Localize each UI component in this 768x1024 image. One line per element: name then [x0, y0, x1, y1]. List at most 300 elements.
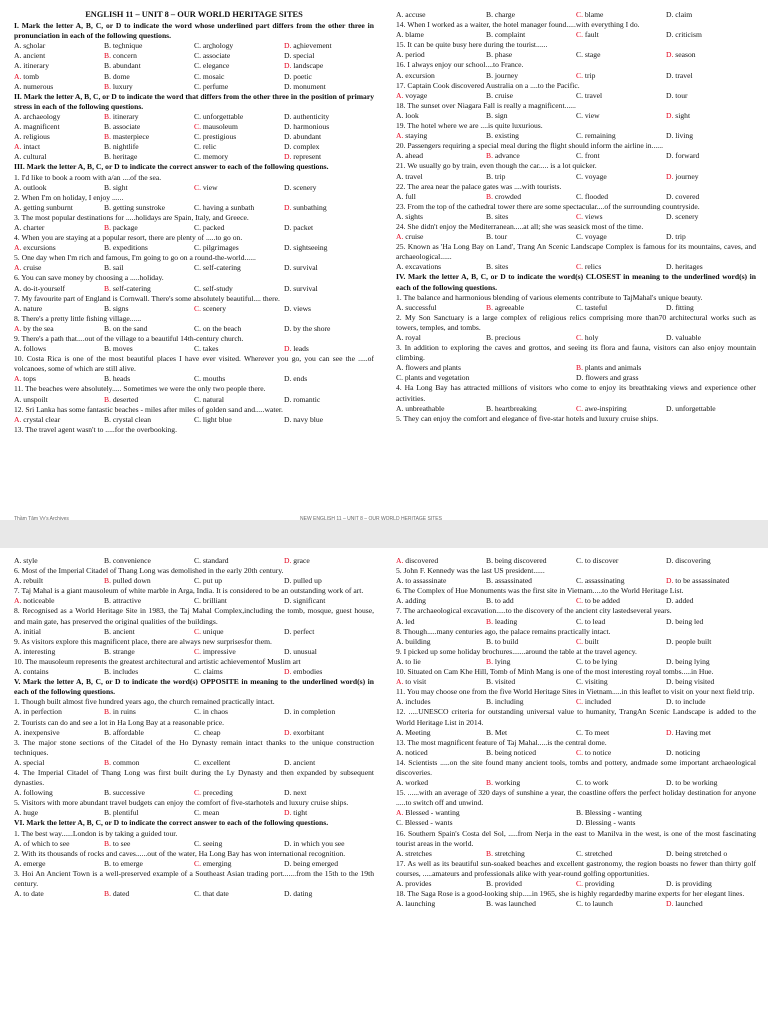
answer-option-marked: B. self-catering [104, 283, 151, 293]
answer-option-marked: D. to be assassinated [666, 576, 730, 586]
answer-option: C. packed [194, 222, 225, 232]
answer-option: C. to lead [576, 616, 606, 626]
answer-options-row [396, 192, 756, 202]
answer-option: C. in chaos [194, 707, 228, 717]
answer-option-marked: A. excursions [14, 243, 56, 253]
answer-option-marked: C. unique [194, 626, 224, 636]
answer-options-row [396, 50, 756, 60]
answer-option: A. includes [396, 697, 431, 707]
question-text: 3. Hoi An Ancient Town is a well-preserved example of a Southeast Asian trading port.......from the 15th to the 19th century. [14, 868, 374, 888]
answer-option: A. excavations [396, 262, 442, 272]
answer-option: D. living [666, 131, 694, 141]
answer-option-marked: B. dated [104, 889, 130, 899]
answer-options-row [396, 778, 756, 788]
answer-option: D. pulled up [284, 576, 322, 586]
answer-option: C. voyage [576, 232, 607, 242]
answer-options-row [14, 627, 374, 637]
answer-options-row [396, 91, 756, 101]
answer-option: A. travel [396, 171, 423, 181]
question-text: 19. The hotel where we are ....is quite luxurious. [396, 121, 543, 131]
answer-option: B. moves [104, 344, 133, 354]
answer-option: C. cheap [194, 727, 221, 737]
answer-option: B. convenience [104, 556, 151, 565]
answer-option: D. monument [284, 81, 326, 91]
answer-option: B. sites [486, 262, 509, 272]
answer-option-marked: C. impressive [194, 646, 236, 656]
answer-option: B. being noticed [486, 747, 536, 757]
answer-option: A. rebuilt [14, 576, 44, 586]
answer-option: D. packet [284, 222, 314, 232]
answer-option: A. of which to see [14, 838, 70, 848]
answer-options-row [14, 183, 374, 193]
answer-option: B. crystal clean [104, 414, 152, 424]
answer-option-marked: A. intact [14, 142, 41, 152]
answer-option: C. stretched [576, 848, 613, 858]
answer-option-marked: D. landscape [284, 61, 324, 71]
question-text: 23. From the top of the cathedral tower there are some spectacular....of the surrounding countryside. [396, 201, 700, 211]
answer-option-marked: C. awe-inspiring [576, 403, 627, 413]
question-text: 22. The area near the palace gates was ....with tourists. [396, 181, 562, 191]
answer-option: D. Blessing - wants [576, 818, 636, 828]
answer-option: C. Blessed - wants [396, 818, 453, 828]
answer-option-marked: C. built [576, 636, 599, 646]
answer-option-marked: A. noticeable [14, 596, 55, 606]
answer-option-marked: D. Having met [666, 727, 711, 737]
answer-option: C. pilgrimages [194, 243, 239, 253]
answer-options-row [14, 788, 374, 798]
answer-option: C. associate [194, 51, 231, 61]
answer-option: A. interesting [14, 646, 56, 656]
answer-option: A. ahead [396, 151, 423, 161]
answer-option: C. having a sunbath [194, 202, 255, 212]
answer-option-marked: C. emerging [194, 858, 232, 868]
answer-options-row [396, 151, 756, 161]
answer-option-marked: D. represent [284, 152, 322, 162]
question-text: 6. You can save money by choosing a .....holiday. [14, 273, 164, 283]
answer-option: A. to date [14, 889, 44, 899]
answer-option: A. launching [396, 899, 436, 909]
answer-option-marked: D. sunbathing [284, 202, 327, 212]
answer-option: B. on the sand [104, 323, 148, 333]
answer-option-marked: B. package [104, 222, 138, 232]
question-text: 8. Recognised as a World Heritage Site in 1983, the Taj Mahal Complex,including the tomb, mosque, guest house, and main gate, has preserved the original qualities of the buildings. [14, 606, 374, 626]
answer-option: A. worked [396, 778, 429, 788]
answer-option: C. mosaic [194, 71, 225, 81]
answer-options-row [396, 262, 756, 272]
footer-unit-label: NEW ENGLISH 11 – UNIT 8 – OUR WORLD HERITAGE SITES [300, 516, 442, 520]
answer-options-row [14, 839, 374, 849]
question-text: 9. I picked up some holiday brochures.......around the table at the travel agency. [396, 646, 637, 656]
answer-option: C. arc̲hology [194, 41, 234, 51]
question-text: 13. The most magnificent feature of Taj Mahal.....is the central dome. [396, 737, 607, 747]
answer-option: C. excellent [194, 757, 231, 767]
answer-options-row [14, 324, 374, 334]
answer-option: B. plentiful [104, 808, 139, 818]
page2-right-column [396, 556, 756, 909]
answer-option: D. ancient [284, 757, 316, 767]
answer-option: C. self-catering [194, 263, 241, 273]
question-text: 1. The balance and harmonious blending of various elements contribute to TajMahal's unique beauty. [396, 292, 703, 302]
answer-option-marked: C. preceding [194, 788, 233, 798]
answer-option: A. cultural [14, 152, 47, 162]
answer-options-row [14, 647, 374, 657]
answer-option: A. royal [396, 333, 421, 342]
answer-option: B. heads [104, 374, 131, 384]
answer-option: B. successive [104, 788, 145, 798]
worksheet-page-2 [0, 548, 768, 1024]
answer-option-marked: C. view [194, 182, 218, 192]
answer-option-marked: A. discovered [396, 556, 439, 565]
question-text: 2. With its thousands of rocks and caves......out of the water, Ha Long Bay has won international recognition. [14, 848, 346, 858]
answer-option: B. journey [486, 70, 519, 80]
answer-option-marked: C. relics [576, 262, 602, 272]
question-text: 1. The best way......London is by taking a guided tour. [14, 828, 178, 838]
answer-options-row [14, 667, 374, 677]
answer-options-row [14, 596, 374, 606]
answer-options-row [14, 72, 374, 82]
question-text: 3. In addition to exploring the caves and grottos, and seeing its flora and fauna, visitors can also enjoy mountain climbing. [396, 343, 756, 363]
answer-option-marked: D. sight [666, 110, 691, 120]
answer-option: A. outlook [14, 182, 47, 192]
answer-option: C. to discover [576, 556, 619, 565]
answer-option: D. significant [284, 596, 326, 606]
answer-option: B. sight [104, 182, 128, 192]
answer-options-row [396, 818, 756, 828]
question-text: 8. Though.....many centuries ago, the palace remains practically intact. [396, 626, 611, 636]
answer-option: A. unspoilt [14, 394, 48, 404]
answer-option: C. to be lying [576, 656, 618, 666]
answer-options-row [396, 748, 756, 758]
answer-option: B. charge [486, 10, 515, 19]
answer-option: D. forward [666, 151, 700, 161]
answer-option: C. remaining [576, 131, 616, 141]
answer-option-marked: A. tomb [14, 71, 39, 81]
question-text: 17. As well as its beautiful sun-soaked beaches and excellent gastronomy, the region boasts no fewer than thirty golf courses, .....amateurs and professionals alike with year-round golfing opportunities. [396, 858, 756, 878]
answer-option: B. precious [486, 333, 521, 342]
question-text: 14. When I worked as a waiter, the hotel manager found.....with everything I do. [396, 20, 640, 30]
answer-option: A. archaeology [14, 111, 61, 121]
answer-options-row [14, 576, 374, 586]
question-text: 15. ......with an average of 320 days of sunshine a year, the coastline offers the perfect holiday destination for anyone .....to switch off and unwind. [396, 788, 756, 808]
answer-option: A. unbreathable [396, 403, 445, 413]
answer-option: D. survival [284, 283, 318, 293]
answer-options-row [396, 617, 756, 627]
question-text: 15. It can be quite busy here during the tourist...... [396, 40, 548, 50]
answer-option: A. charter [14, 222, 45, 232]
answer-option: A. getting sunburnt [14, 202, 73, 212]
answer-option: B. sail [104, 263, 124, 273]
answer-option: D. by the shore [284, 323, 331, 333]
question-text: 9. As visitors explore this magnificent place, there are always new surprisesfor them. [14, 636, 272, 646]
answer-option: C. self-study [194, 283, 233, 293]
answer-option: A. itinerary [14, 61, 50, 71]
answer-option: D. in which you see [284, 838, 345, 848]
answer-option: D. special [284, 51, 315, 61]
answer-option: B. ancient [104, 626, 135, 636]
answer-option: A. special [14, 757, 45, 767]
answer-options-row [14, 859, 374, 869]
answer-option: D. fitting [666, 302, 694, 312]
answer-options-row [396, 172, 756, 182]
answer-options-row [14, 728, 374, 738]
answer-option-marked: A. voyage [396, 90, 428, 100]
answer-options-row [14, 142, 374, 152]
answer-options-row [14, 203, 374, 213]
answer-options-row [396, 404, 756, 414]
question-text: 12. .....UNESCO criteria for outstanding universal value to humanity, TrangAn Scenic Landscape is added to the World Heritage List in 2014. [396, 707, 756, 727]
answer-option: D. poetic [284, 71, 312, 81]
answer-options-row [14, 41, 374, 51]
answer-option-marked: B. concern [104, 51, 137, 61]
answer-option: B. strange [104, 646, 135, 656]
answer-option: C. memory [194, 152, 229, 162]
answer-option-marked: D. season [666, 50, 696, 60]
answer-options-row [396, 212, 756, 222]
answer-options-row [14, 51, 374, 61]
answer-option-marked: A. cruise [396, 232, 424, 242]
answer-option: C. prestigious [194, 132, 237, 142]
answer-option: B. attractive [104, 596, 142, 606]
answer-option: A. successful [396, 302, 437, 312]
answer-option: A. look [396, 110, 419, 120]
answer-options-row [14, 808, 374, 818]
answer-option: A. to lie [396, 656, 421, 666]
answer-option: B. dome [104, 71, 130, 81]
answer-option-marked: A. tops [14, 374, 36, 384]
answer-option: D. being led [666, 616, 704, 626]
answer-option: D. authenticity [284, 111, 330, 121]
question-text: 7. The archaeological excavation.....to the discovery of the ancient city lastedseveral years. [396, 606, 672, 616]
question-text: 5. One day when I'm rich and famous, I'm going to go on a round-the-world...... [14, 253, 256, 263]
question-text: 4. The Imperial Citadel of Thang Long was first built during the Ly Dynasty and then expanded by subsequent dynasties. [14, 767, 374, 788]
answer-option-marked: B. luxury [104, 81, 133, 91]
answer-option: B. tour [486, 232, 508, 242]
answer-option: D. covered [666, 191, 700, 201]
answer-option: C. visiting [576, 677, 608, 687]
question-text: 20. Passengers requiring a special meal during the flight should inform the airline in...... [396, 141, 663, 151]
question-text: 21. We usually go by train, even though the car..... is a lot quicker. [396, 161, 597, 171]
answer-options-row [396, 30, 756, 40]
answer-options-row [396, 697, 756, 707]
answer-option: D. noticing [666, 747, 701, 757]
answer-option-marked: B. working [486, 778, 521, 788]
answer-option: B. sites [486, 211, 509, 221]
answer-option: A. emerge [14, 858, 46, 868]
answer-option: D. tour [666, 90, 688, 100]
answer-option: A. led [396, 616, 415, 626]
question-text: 1. Though built almost five hundred years ago, the church remained practically intact. [14, 697, 275, 707]
answer-options-row [14, 82, 374, 92]
answer-option: A. sc̲holar [14, 41, 46, 51]
answer-option: C. plants and vegetation [396, 373, 470, 383]
answer-option-marked: A. by the sea [14, 323, 54, 333]
answer-option-marked: C. scenery [194, 303, 227, 313]
answer-option: C. that date [194, 889, 229, 899]
answer-option: D. complex [284, 142, 320, 152]
answer-option: B. cruise [486, 90, 513, 100]
answer-options-row [14, 344, 374, 354]
answer-options-row [14, 395, 374, 405]
answer-options-row [396, 363, 756, 373]
answer-option-marked: C. to notice [576, 747, 612, 757]
answer-options-row [396, 232, 756, 242]
question-text: 10. Situated on Cam Khe Hill, Tomb of Minh Mang is one of the most interesting royal tombs.....in Hue. [396, 667, 714, 677]
answer-option: D. abundant [284, 132, 322, 142]
answer-options-row [14, 304, 374, 314]
worksheet-title: ENGLISH 11 – UNIT 8 – OUR WORLD HERITAGE SITES [85, 10, 303, 19]
question-text: 16. Southern Spain's Costa del Sol, .....from Nerja in the east to Manilva in the west, is one of the most fascinating tourist areas in the world. [396, 828, 756, 848]
answer-option-marked: C. included [576, 697, 612, 707]
answer-option-marked: D. journey [666, 171, 699, 181]
answer-option: C. on the beach [194, 323, 242, 333]
answer-option-marked: B. common [104, 757, 140, 767]
page1-left-column [14, 10, 374, 435]
answer-options-row [396, 596, 756, 606]
answer-option: C. to launch [576, 899, 613, 909]
answer-option: D. being visited [666, 677, 715, 687]
answer-option-marked: D. grace [284, 556, 310, 565]
answer-option-marked: C. blame [576, 10, 604, 19]
answer-option: D. survival [284, 263, 318, 273]
answer-options-row [14, 707, 374, 717]
question-text: 5. They can enjoy the comfort and elegance of five-star hotels and luxury cruise ships. [396, 413, 659, 423]
answer-option-marked: B. itinerary [104, 111, 139, 121]
answer-options-row [14, 374, 374, 384]
answer-option: D. unusual [284, 646, 317, 656]
answer-option: B. sign [486, 110, 508, 120]
answer-options-row [14, 223, 374, 233]
answer-option: A. building [396, 636, 431, 646]
answer-options-row [14, 556, 374, 566]
answer-option: B. including [486, 697, 524, 707]
answer-options-row [396, 10, 756, 20]
question-text: 2. Tourists can do and see a lot in Ha Long Bay at a reasonable price. [14, 717, 224, 727]
answer-option: B. existing [486, 131, 519, 141]
question-text: 10. Costa Rica is one of the most beautiful places I have ever visited. Wherever you go, you can see the .....of volcanoes, some of which are still alive. [14, 354, 374, 374]
question-text: 13. The travel agent wasn't to .....for the overbooking. [14, 424, 177, 434]
question-text: 25. Known as 'Ha Long Bay on Land', Trang An Scenic Landscape Complex is famous for its mountains, caves, and archaeological...... [396, 242, 756, 262]
answer-option-marked: D. launched [666, 899, 703, 909]
answer-option: D. navy blue [284, 414, 324, 424]
page-gap [0, 520, 768, 548]
question-text: 2. When I'm on holiday, I enjoy ...... [14, 192, 124, 202]
footer-archive-label: Thầm Tâm Vy's Archives [14, 516, 69, 520]
answer-option: A. do-it-yourself [14, 283, 66, 293]
answer-option-marked: B. lying [486, 656, 511, 666]
answer-option: C. takes [194, 344, 219, 354]
answer-option: B. expeditions [104, 243, 148, 253]
answer-option: C. light blue [194, 414, 232, 424]
answer-options-row [396, 879, 756, 889]
answer-option-marked: B. deserted [104, 394, 139, 404]
answer-option: A. full [396, 191, 416, 201]
answer-option: B. to add [486, 596, 514, 606]
answer-option: D. added [666, 596, 694, 606]
answer-option-marked: C. views [576, 211, 603, 221]
answer-option: C. travel [576, 90, 603, 100]
answer-options-row [396, 131, 756, 141]
question-text: 5. Visitors with more abundant travel budgets can enjoy the comfort of five-starhotels and luxury cruise ships. [14, 798, 349, 808]
answer-option: A. adding [396, 596, 426, 606]
answer-option: B. includes [104, 667, 139, 677]
answer-option: D. scenery [284, 182, 317, 192]
answer-option: A. magnificent [14, 122, 60, 132]
answer-option: D. being stretched o [666, 848, 728, 858]
answer-option: D. unforgettable [666, 403, 716, 413]
answer-option: A. style [14, 556, 38, 565]
answer-option: B. associate [104, 122, 141, 132]
answer-options-row [14, 112, 374, 122]
answer-option: A. follows [14, 344, 47, 354]
answer-option: D. dating [284, 889, 313, 899]
question-text: 4. Ha Long Bay has attracted millions of visitors who come to enjoy its breathtaking views and experience other activities. [396, 383, 756, 403]
answer-option-marked: A. Blessed - wanting [396, 808, 460, 818]
answer-options-row [14, 758, 374, 768]
answer-option: B. heritage [104, 152, 138, 162]
answer-options-row [396, 576, 756, 586]
answer-option: B. heartbreaking [486, 403, 537, 413]
answer-option-marked: B. pulled down [104, 576, 151, 586]
answer-option-marked: C. to be added [576, 596, 620, 606]
answer-option-marked: D. exorbitant [284, 727, 325, 737]
answer-options-row [14, 263, 374, 273]
answer-options-row [396, 637, 756, 647]
answer-option: A. blame [396, 30, 424, 40]
answer-option: D. heritages [666, 262, 703, 272]
question-text: 4. When you are staying at a popular resort, there are plenty of .....to go on. [14, 233, 243, 243]
answer-option: A. excursion [396, 70, 435, 80]
question-text: 18. The sunset over Niagara Fall is really a magnificent...... [396, 100, 576, 110]
answer-option: B. assassinated [486, 576, 532, 586]
question-text: 7. Taj Mahal is a giant mausoleum of white marble in Arga, India. It is considered to be an outstanding work of art. [14, 586, 364, 596]
section-heading: V. Mark the letter A, B, C, or D to indicate the word(s) OPPOSITE in meaning to the underlined word(s) in each of the following questions. [14, 677, 374, 697]
answer-option: B. being discovered [486, 556, 547, 565]
answer-option: C. voyage [576, 171, 607, 181]
question-text: 16. I always enjoy our school....to France. [396, 60, 524, 70]
answer-option: D. being lying [666, 656, 710, 666]
answer-option: A. religious [14, 132, 50, 142]
answer-option: A. inexpensive [14, 727, 60, 737]
answer-options-row [396, 71, 756, 81]
answer-option: C. mean [194, 808, 220, 818]
answer-options-row [396, 303, 756, 313]
answer-option: D. ends [284, 374, 308, 384]
answer-option: A. nature [14, 303, 43, 313]
answer-option: A. accuse [396, 10, 426, 19]
answer-option: D. scenery [666, 211, 699, 221]
answer-options-row [396, 333, 756, 343]
answer-options-row [14, 284, 374, 294]
answer-option: A. ancient [14, 51, 46, 61]
answer-option: D. perfect [284, 626, 315, 636]
answer-option: D. is providing [666, 879, 712, 888]
answer-options-row [396, 111, 756, 121]
question-text: 10. The mausoleum represents the greatest architectural and artistic achievementof Muslim art [14, 656, 301, 666]
answer-option: C. elegance [194, 61, 230, 71]
answer-option-marked: C. mausoleum [194, 122, 238, 132]
question-text: 11. You may choose one from the five World Heritage Sites in Vietnam.....in this leaflet to visit on your next field trip. [396, 687, 755, 697]
question-text: 12. Sri Lanka has some fantastic beaches - miles after miles of golden sand and.....water. [14, 404, 283, 414]
answer-option: D. claim [666, 10, 693, 19]
answer-options-row [14, 152, 374, 162]
section-heading: IV. Mark the letter A, B, C, or D to indicate the word(s) CLOSEST in meaning to the underlined word(s) in each of the following questions. [396, 272, 756, 292]
answer-option: C. unforgettable [194, 111, 244, 121]
answer-option: A. to assassinate [396, 576, 447, 586]
answer-options-row [14, 132, 374, 142]
question-text: 17. Captain Cook discovered Australia on a ....to the Pacific. [396, 80, 580, 90]
answer-option: D. people built [666, 636, 712, 646]
answer-option: C. perfume [194, 81, 229, 91]
